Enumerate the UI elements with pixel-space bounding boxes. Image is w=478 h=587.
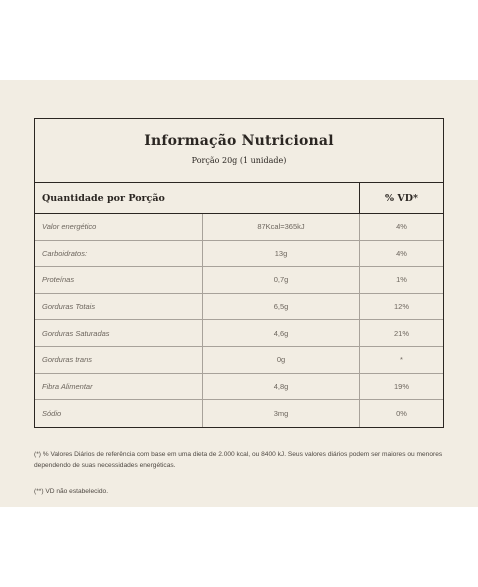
table-row (35, 400, 443, 427)
nutrient-vd: 4% (396, 248, 407, 258)
table-row (35, 214, 443, 241)
nutrient-name: Carboidratos: (35, 241, 203, 267)
nutrition-panel (0, 80, 478, 507)
table-row (35, 267, 443, 294)
table-title-area (35, 119, 443, 183)
nutrition-table (34, 118, 444, 428)
table-row (35, 241, 443, 268)
serving-size: Porção 20g (1 unidade) (191, 156, 287, 165)
nutrient-amount: 4,8g (203, 374, 360, 400)
table-row (35, 294, 443, 321)
nutrient-amount: 0g (203, 347, 360, 373)
table-row (35, 320, 443, 347)
nutrient-vd: 12% (393, 302, 409, 312)
nutrient-amount: 3mg (203, 400, 360, 427)
footnote-vd-not-established: (**) VD não estabelecido. (34, 488, 109, 495)
table-row (35, 347, 443, 374)
nutrient-vd: 19% (393, 381, 409, 391)
nutrient-vd: 21% (393, 328, 409, 338)
nutrient-name: Sódio (35, 400, 203, 427)
nutrient-vd: 4% (396, 222, 407, 232)
footnote-vd-reference: (*) % Valores Diários de referência com base em uma dieta de 2.000 kcal, ou 8400 kJ. Seus valores diários podem ser maiores ou menores dependendo de suas necessidades energéticas. (34, 451, 443, 469)
nutrient-amount: 4,6g (203, 320, 360, 346)
nutrient-name: Fibra Alimentar (35, 374, 203, 400)
nutrient-amount: 6,5g (203, 294, 360, 320)
nutrient-vd: * (400, 355, 403, 365)
nutrient-amount: 13g (203, 241, 360, 267)
nutrient-name: Gorduras trans (35, 347, 203, 373)
nutrient-vd: 1% (396, 275, 407, 285)
nutrient-name: Gorduras Saturadas (35, 320, 203, 346)
nutrient-vd: 0% (396, 408, 407, 418)
header-vd: % VD* (385, 192, 418, 204)
nutrient-amount: 87Kcal=365kJ (203, 214, 360, 240)
nutrient-name: Valor energético (35, 214, 203, 240)
nutrient-name: Gorduras Totais (35, 294, 203, 320)
nutrient-name: Proteínas (35, 267, 203, 293)
header-quantity: Quantidade por Porção (35, 183, 360, 213)
nutrient-amount: 0,7g (203, 267, 360, 293)
footnotes (34, 450, 444, 498)
table-row (35, 374, 443, 401)
table-body (35, 214, 443, 427)
table-header (35, 183, 443, 214)
table-title: Informação Nutricional (144, 133, 334, 149)
